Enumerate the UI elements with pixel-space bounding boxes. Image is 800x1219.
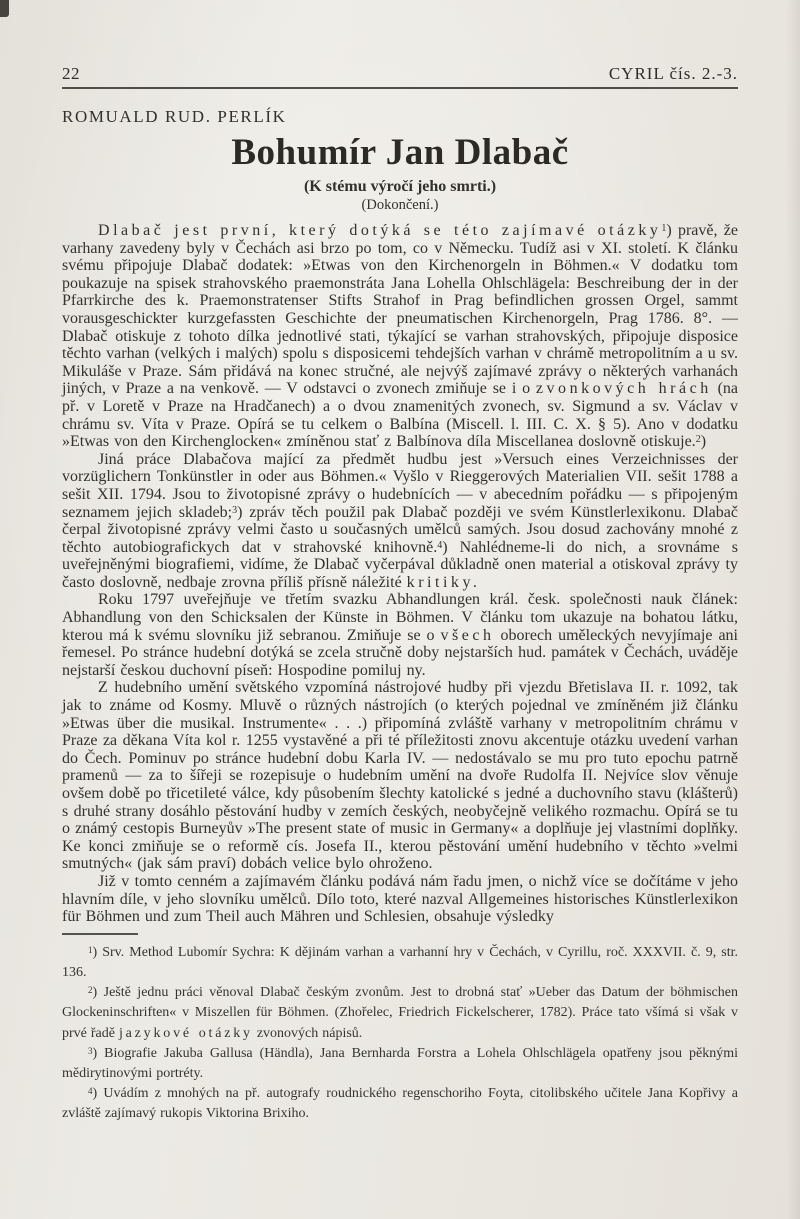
spaced-text: zvonkových hrách <box>535 380 712 398</box>
paragraph-text: ) Nahlédneme-li do nich, a srovnáme s uveřejněnými biografiemi, vidíme, že Dlabač vyčerpával důkladně onen material a otiskoval zprávy ty často doslovně, nedbaje zrovna příliš přísně náležité <box>62 538 738 591</box>
paragraph-2 <box>62 451 738 592</box>
footnote-text: ) Biografie Jakuba Gallusa (Händla), Jana Bernharda Forstra a Lohela Ohlschlägela opatřeny jsou pěknými mědirytinovými portréty. <box>62 1045 738 1081</box>
paragraph-text: oborech uměleckých nevyjímaje ani řemesel. Po stránce hudební dotýká se zcela stručně doby nejstarších hud. památek v Čechách, uváděje nejstarší českou duchovní píseň: Hospodine pomiluj ny. <box>62 626 738 679</box>
article-body <box>62 222 738 926</box>
footnote-2 <box>62 983 738 1044</box>
spaced-text: kritiky. <box>406 573 481 591</box>
footnote-marker-4: 4 <box>88 1086 93 1097</box>
paragraph-text: (na př. v Loretě v Praze na Hradčanech) a o dvou znamenitých zvonech, sv. Sigmund a sv. Václav v chrámu sv. Víta v Praze. Opírá se tu celkem o Balbína (Miscell. l. III. C. X. § 5). Ano v dodatku »Etwas von den Kirchenglocken« zmíněnou stať z Balbínova díla Miscellanea doslovně otiskuje. <box>62 380 738 451</box>
spaced-text: jazykové otázky <box>118 1025 253 1041</box>
scan-artifact <box>0 0 9 17</box>
footnote-3 <box>62 1044 738 1084</box>
paragraph-text: Roku 1797 uveřejňuje ve třetím svazku Abhandlungen král. česk. společnosti nauk článek: Abhandlung von den Schicksalen der Künste in Böhmen. V článku tom ukazuje na bohatou látku, kterou má k svému slovníku již sebranou. Zmiňuje se o <box>62 591 738 644</box>
author-name: ROMUALD RUD. PERLÍK <box>62 107 287 126</box>
footnote-marker-3: 3 <box>88 1045 93 1056</box>
running-header <box>62 0 738 89</box>
paragraph-text: ) zpráv těch použil pak Dlabač později ve svém Künstlerlexikonu. Dlabač čerpal životopisné zprávy velmi často u současných umělců samých. Jsou dosud zachovány mnohé z těchto autobiografickych dat v strahovské knihovně. <box>62 503 738 556</box>
footnote-ref-3: 3 <box>232 504 238 516</box>
journal-issue-label: CYRIL čís. 2.-3. <box>608 64 738 83</box>
paragraph-1 <box>62 222 738 451</box>
footnote-text: ) Uvádím z mnohých na př. autografy roudnického regenschoriho Foyta, citolibského učitele Jana Kopřivy a zvláště zajímavý rukopis Viktorina Brixiho. <box>62 1086 738 1122</box>
paragraph-text: Jiná práce Dlabačova mající za předmět hudbu jest »Versuch eines Verzeichnisses der vorzüglichern Tonkünstler in oder aus Böhmen.« Vyšlo v Rieggerových Materialien VII. sešit 1788 a sešit XII. 1794. Jsou to životopisné zprávy o hudebnících — v abecedním pořádku — s připojeným seznamem jejich skladeb; <box>62 450 738 521</box>
paragraph-text: Z hudebního umění světského vzpomíná nástrojové hudby při vjezdu Břetislava II. r. 1092, tak jak to známe od Kosmy. Mluvě o různých nástrojích (o kterých pojednal ve zmíněném již článku »Etwas über die musikal. Instrumente« . . .) připomíná zvláště varhany v metropolitním chrámu v Praze za děkana Víta kol r. 1255 vystavěné a při té příležitosti znovu akcentuje otázku uvedení varhan do Čech. Pominuv po stránce hudební dobu Karla IV. — nedostávalo se mu pro tuto epochu patrně pramenů — za to šířeji se rozepisuje o hudebním umění na dvoře Rudolfa II. Nejvíce slov věnuje ovšem době po třicetileté válce, kdy působením šlechty katolické s jedné a duchovního stavu (klášterů) s druhé strany dosáhlo pěstování hudby v zemích českých, neobyčejně velikého rozmachu. Opírá se tu o známý cestopis Burneyův »The present state of music in Germany« a doplňuje jej vlastními doplňky. Ke konci zmiňuje se o reformě cís. Josefa II., kterou pěstování umění hudebního v těchto »velmi smutných« (jak sám praví) dobách velice bylo ohroženo. <box>62 679 738 873</box>
paragraph-text: ) pravě, že varhany zavedeny byly v Čechách asi brzo po tom, co v Německu. Tudíž asi v XI. století. K článku svému připojuje Dlabač dodatek: »Etwas von den Kirchenorgeln in Böhmen.« V dodatku tom poukazuje na spisek strahovského praemonstráta Jana Lohella Ohlschlägela: Beschreibung der in der Pfarrkirche des k. Praemonstratenser Stifts Strahof in Prag befindlichen grossen Orgel, sammt vorausgeschickter kurzgefassten Geschichte der pneumatischen Kirchenorgeln, Prag 1786. 8°. — Dlabač otiskuje z tohoto dílka jednotlivé stati, týkající se varhan strahovských, připojuje disposice těchto varhan (velkých i malých) spolu s disposicemi tehdejších varhan v chrámě metropolitním a u sv. Mikuláše v Praze. Sám přidává na konec stručné, ale nejvýš zajímavé zprávy o některých varhanách jiných, v Praze a na venkově. — V odstavci o zvonech zmiňuje se i o <box>62 222 739 398</box>
footnote-text: zvonových nápisů. <box>252 1025 363 1041</box>
page-number: 22 <box>62 64 80 83</box>
paragraph-text: Již v tomto cenném a zajímavém článku podává nám řadu jmen, o nichž více se dočítáme v jeho hlavním díle, v jeho slovníku umělců. Dílo toto, které nazval Allgemeines historisches Künstlerlexikon für Böhmen und zum Theil auch Mähren und Schlesien, obsahuje výsledky <box>62 872 738 926</box>
footnote-marker-2: 2 <box>88 985 93 996</box>
footnote-ref-1: 1 <box>661 223 667 234</box>
paragraph-5 <box>62 873 738 926</box>
paragraph-4 <box>62 679 738 873</box>
paragraph-text: ) <box>700 433 707 451</box>
article-continuation-note: (Dokončení.) <box>361 197 439 213</box>
footnote-separator <box>62 933 138 935</box>
footnote-ref-4: 4 <box>437 539 443 551</box>
footnote-text: ) Ještě jednu práci věnoval Dlabač českým zvonům. Jest to drobná stať »Ueber das Datum der böhmischen Glockeninschriften« v Miszellen für Böhmen. (Zhořelec, Friedrich Fickelscherer, 1782). Práce tato všímá si však v prvé řadě <box>62 985 738 1041</box>
footnote-4 <box>62 1084 738 1124</box>
spaced-text: Dlabač jest první, který dotýká se této zajímavé otázky <box>98 222 662 239</box>
footnote-1 <box>62 943 738 983</box>
footnote-marker-1: 1 <box>88 944 93 955</box>
page-edge-shadow <box>786 0 800 1219</box>
footnote-ref-2: 2 <box>695 434 701 446</box>
article-title: Bohumír Jan Dlabač <box>231 132 569 173</box>
article-subtitle: (K stému výročí jeho smrti.) <box>303 178 497 195</box>
paragraph-3 <box>62 591 738 679</box>
spaced-text: všech <box>440 626 495 644</box>
page-content <box>62 0 738 1125</box>
footnotes-block <box>62 943 738 1125</box>
footnote-text: ) Srv. Method Lubomír Sychra: K dějinám varhan a varhanní hry v Čechách, v Cyrillu, roč. XXXVII. č. 9, str. 136. <box>62 944 738 980</box>
